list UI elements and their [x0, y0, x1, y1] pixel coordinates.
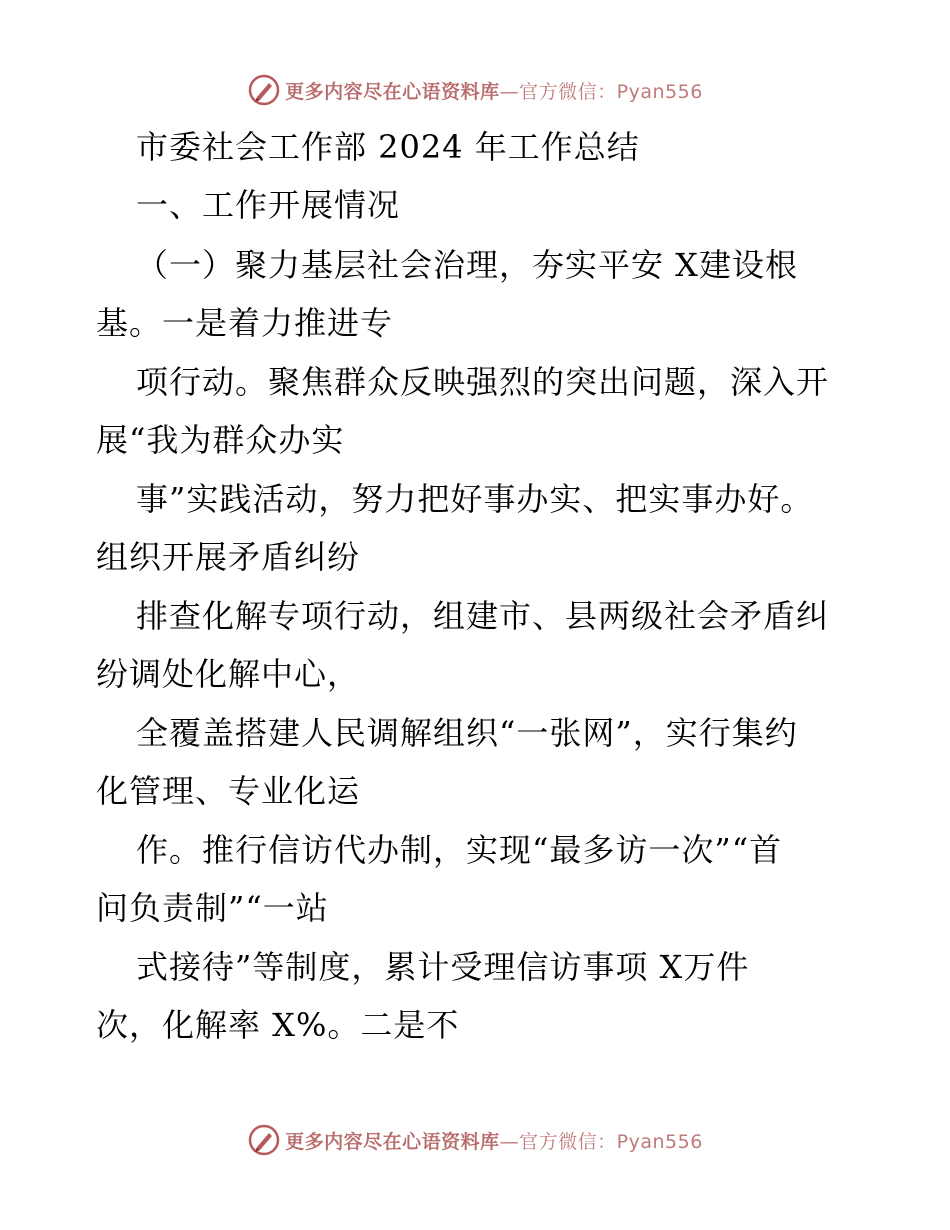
paragraph-line: 基。一是着力推进专: [96, 304, 394, 342]
paragraph-line: 次，化解率 X%。二是不: [96, 1006, 460, 1044]
paragraph-line: 式接待”等制度，累计受理信访事项 X万件: [136, 948, 750, 986]
paragraph-line: 组织开展矛盾纠纷: [96, 538, 361, 576]
paragraph-line: 全覆盖搭建人民调解组织“一张网”，实行集约: [136, 714, 798, 752]
paragraph-line: 项行动。聚焦群众反映强烈的突出问题，深入开: [136, 363, 830, 401]
paragraph-line: 纷调处化解中心，: [96, 655, 361, 693]
paragraph-line: 作。推行信访代办制，实现“最多访一次”“首: [136, 831, 783, 869]
paragraph-line: （一）聚力基层社会治理，夯实平安 X建设根: [136, 246, 798, 284]
paragraph-line: 展“我为群众办实: [96, 421, 345, 459]
paragraph-line: 事”实践活动，努力把好事办实、把实事办好。: [136, 480, 814, 518]
paragraph-line: 排查化解专项行动，组建市、县两级社会矛盾纠: [136, 597, 830, 635]
watermark-banner-bottom: [0, 1120, 950, 1160]
document-title: 市委社会工作部 2024 年工作总结: [136, 128, 640, 166]
watermark-text: 更多内容尽在心语资料库—官方微信：Pyan556: [285, 80, 703, 103]
watermark-text: 更多内容尽在心语资料库—官方微信：Pyan556: [285, 1130, 703, 1153]
paragraph-line: 问负责制”“一站: [96, 889, 329, 927]
paragraph-line: 化管理、专业化运: [96, 772, 361, 810]
pen-logo-icon: [247, 1123, 281, 1157]
section-heading: 一、工作开展情况: [136, 186, 401, 224]
